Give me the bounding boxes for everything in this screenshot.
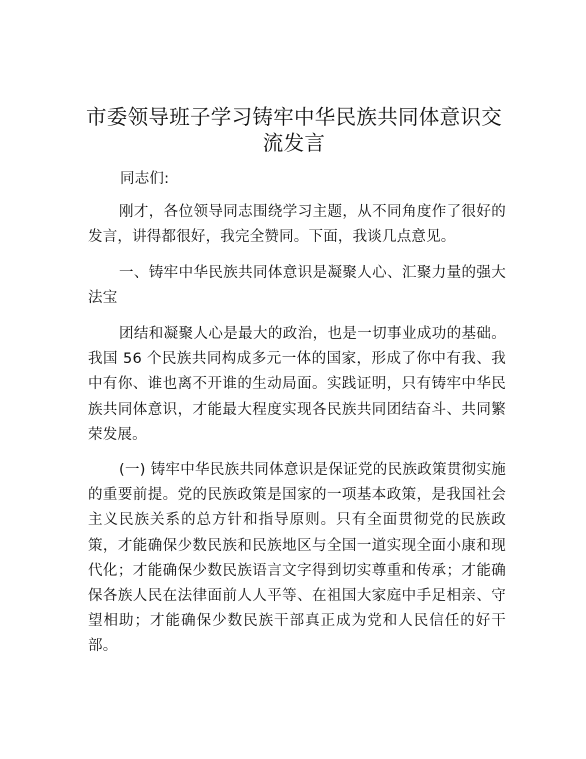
paragraph-section-1: 团结和凝聚人心是最大的政治，也是一切事业成功的基础。我国 56 个民族共同构成多元一体的国家，形成了你中有我、我中有你、谁也离不开谁的生动局面。实践证明，只有铸牢中华民族共同体意识，才能最大程度实现各民族共同团结奋斗、共同繁荣发展。 (88, 326, 506, 443)
document-title (80, 104, 508, 156)
section-heading-1: 一、铸牢中华民族共同体意识是凝聚人心、汇聚力量的强大法宝 (88, 265, 506, 307)
title-line-2: 流发言 (262, 131, 326, 155)
paragraph-opening: 刚才，各位领导同志围绕学习主题，从不同角度作了很好的发言，讲得都很好，我完全赞同。下面，我谈几点意见。 (88, 204, 506, 246)
title-line-1: 市委领导班子学习铸牢中华民族共同体意识交 (86, 105, 502, 129)
paragraph-subsection-1: (一) 铸牢中华民族共同体意识是保证党的民族政策贯彻实施的重要前提。党的民族政策是国家的一项基本政策，是我国社会主义民族关系的总方针和指导原则。只有全面贯彻党的民族政策，才能确保少数民族和民族地区与全国一道实现全面小康和现代化；才能确保少数民族语言文字得到切实尊重和传承；才能确保各族人民在法律面前人人平等、在祖国大家庭中手足相亲、守望相助；才能确保少数民族干部真正成为党和人民信任的好干部。 (88, 462, 506, 655)
salutation: 同志们: (120, 171, 170, 187)
